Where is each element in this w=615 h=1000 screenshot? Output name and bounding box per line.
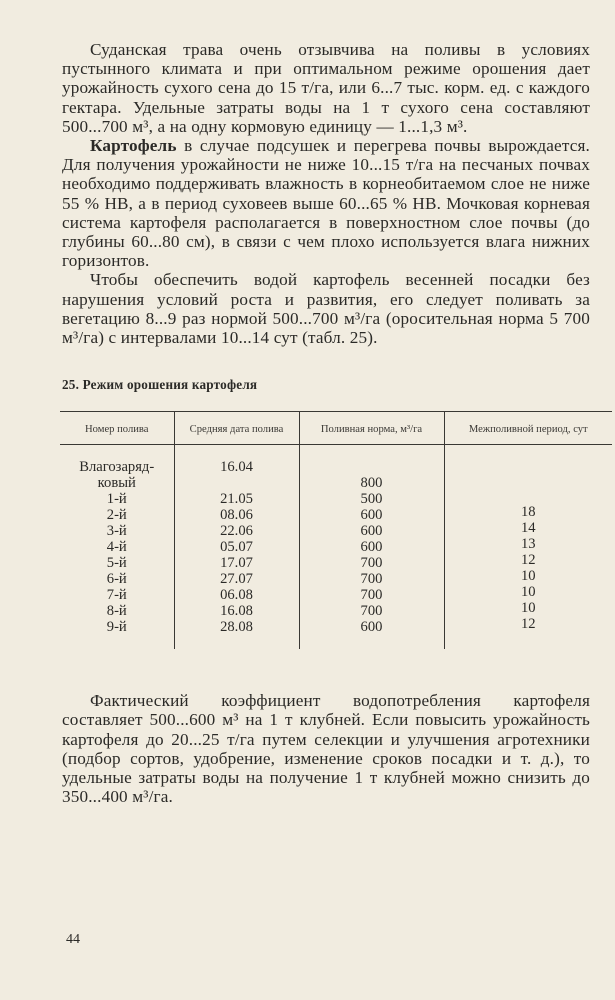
table-cell-norm: 600 xyxy=(360,523,383,540)
table-cell-date: 22.06 xyxy=(220,523,253,540)
header-average-date: Средняя дата полива xyxy=(174,412,299,445)
table-cell-norm: 600 xyxy=(360,619,383,636)
table-cell-date: 06.08 xyxy=(220,587,253,604)
header-irrigation-number: Номер полива xyxy=(60,412,174,445)
column-irrigation-norm xyxy=(299,445,444,650)
paragraph-potato xyxy=(62,136,590,270)
table-cell-date: 16.08 xyxy=(220,603,253,620)
table-cell-interval: 14 xyxy=(520,520,536,537)
irrigation-table xyxy=(60,411,612,649)
table-cell-interval: 12 xyxy=(520,552,536,569)
table-cell-date: 05.07 xyxy=(220,539,253,556)
table-cell-number: 4-й xyxy=(106,539,127,556)
table-cell-number: 2-й xyxy=(106,507,127,524)
table-cell-norm: 700 xyxy=(360,603,383,620)
table-cell-date: 08.06 xyxy=(220,507,253,524)
paragraph-potato-watering: Чтобы обеспечить водой картофель весенней посадки без нарушения условий роста и развития, его следует поливать за вегетацию 8...9 раз нормой 500...700 м³/га (оросительная норма 5 700 м³/га) с интервалами 10...14 сут (табл. 25). xyxy=(62,270,590,348)
table-cell-date: 28.08 xyxy=(220,619,253,636)
table-cell-norm: 700 xyxy=(360,555,383,572)
table-cell-number: 7-й xyxy=(106,587,127,604)
table-cell-norm: 700 xyxy=(360,571,383,588)
table-cell-interval: 18 xyxy=(520,504,536,521)
table-cell-norm: 600 xyxy=(360,539,383,556)
table-cell-number: 6-й xyxy=(106,571,127,588)
table-cell-number: 3-й xyxy=(106,523,127,540)
paragraph-sudan-grass: Суданская трава очень отзывчива на поливы в условиях пустынного климата и при оптимальном режиме орошения дает урожайность сухого сена до 15 т/га, или 6...7 тыс. корм. ед. с каждого гектара. Удельные затраты воды на 1 т сухого сена составляют 500...700 м³, а на одну кормовую единицу — 1...1,3 м³. xyxy=(62,40,590,136)
table-cell-date xyxy=(179,475,295,491)
column-interval xyxy=(444,445,612,650)
table-cell-interval: 12 xyxy=(520,616,536,633)
table-cell-norm: 500 xyxy=(360,491,383,508)
table-cell-date: 21.05 xyxy=(220,491,253,508)
table-cell-norm: 800 xyxy=(360,475,383,492)
table-cell-number: 8-й xyxy=(106,603,127,620)
table-cell-interval: 10 xyxy=(520,568,536,585)
table-cell-date: 17.07 xyxy=(220,555,253,572)
table-caption: 25. Режим орошения картофеля xyxy=(62,377,258,393)
term-potato: Картофель xyxy=(90,136,177,156)
page xyxy=(62,40,590,806)
table-header-row xyxy=(60,412,612,445)
table-cell-number: 9-й xyxy=(106,619,127,636)
paragraph-water-coefficient: Фактический коэффициент водопотребления картофеля составляет 500...600 м³ на 1 т клубней. Если повысить урожайность картофеля до 20...25 т/га путем селекции и улучшения агротехники (подбор сортов, удобрение, изменение сроков посадки и т. д.), то удельные затраты воды на получение 1 т клубней можно снизить до 350...400 м³/га. xyxy=(62,691,590,807)
column-irrigation-number xyxy=(60,445,174,650)
table-cell-norm: 600 xyxy=(360,507,383,524)
header-irrigation-norm: Поливная норма, м³/га xyxy=(299,412,444,445)
table-cell-number: 5-й xyxy=(106,555,127,572)
table-cell-norm xyxy=(304,459,440,475)
table-cell-date: 16.04 xyxy=(220,459,253,476)
table-cell-interval: 10 xyxy=(520,584,536,601)
table-body-row xyxy=(60,445,612,650)
header-interval: Межполивной период, сут xyxy=(444,412,612,445)
table-cell-interval: 13 xyxy=(520,536,536,553)
table-cell-interval: 10 xyxy=(520,600,536,617)
page-number: 44 xyxy=(66,932,80,947)
table-cell-number: ковый xyxy=(97,475,136,492)
table-cell-number: 1-й xyxy=(106,491,127,508)
table-cell-date: 27.07 xyxy=(220,571,253,588)
column-average-date xyxy=(174,445,299,650)
paragraph-potato-text: в случае подсушек и перегрева почвы вырождается. Для получения урожайности не ниже 10...15 т/га на песчаных почвах необходимо поддерживать влажность в корнеобитаемом слое не ниже 55 % НВ, а в период суховеев выше 60...65 % НВ. Мочковая корневая система картофеля располагается в поверхностном слое почвы (до глубины 60...80 см), в связи с чем плохо используется влага нижних горизонтов. xyxy=(62,136,590,271)
table-cell-number: Влагозаряд- xyxy=(79,459,155,476)
table-cell-norm: 700 xyxy=(360,587,383,604)
